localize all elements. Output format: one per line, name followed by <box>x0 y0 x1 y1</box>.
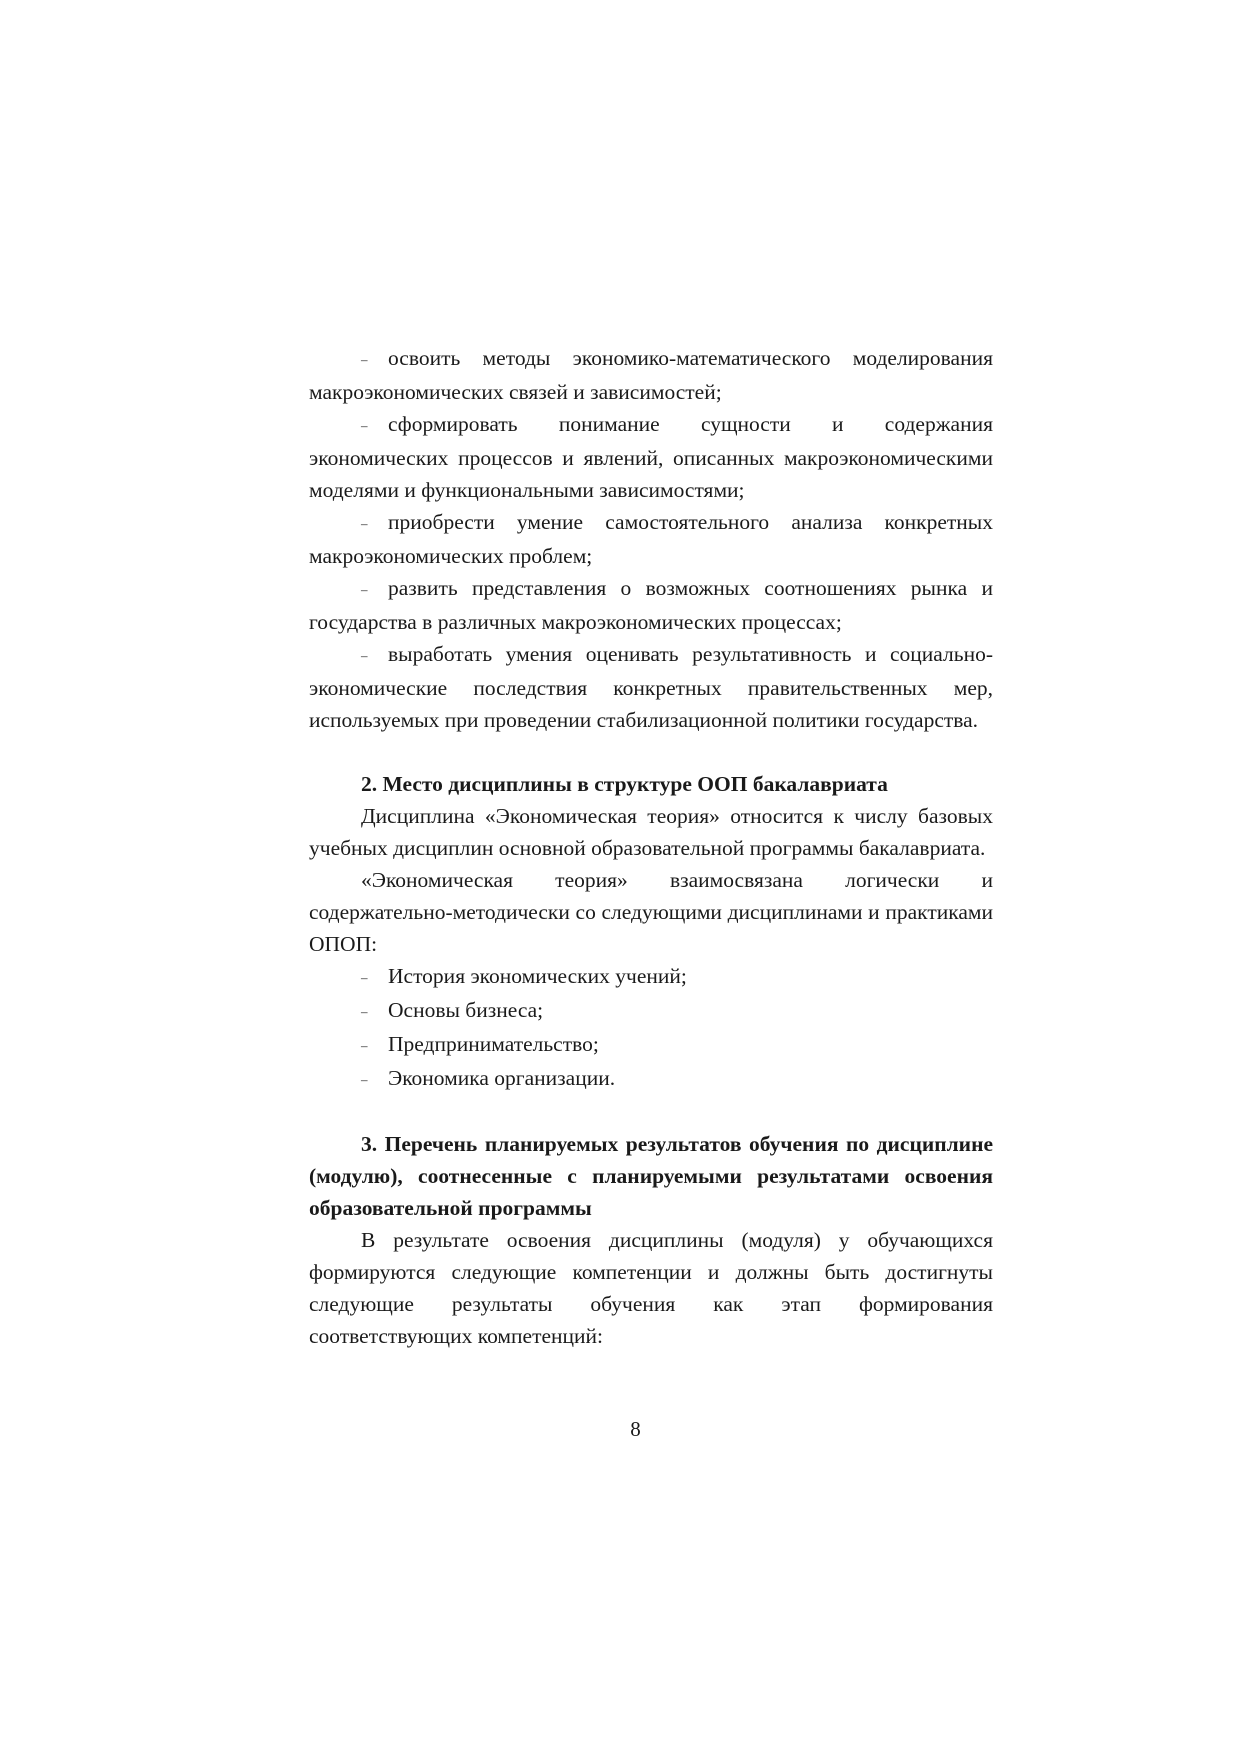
dash-marker: – <box>361 352 368 367</box>
dash-marker: – <box>361 1004 368 1019</box>
discipline-name: Предпринимательство; <box>388 1032 599 1056</box>
goal-item <box>309 408 993 506</box>
section-2-paragraph: Дисциплина «Экономическая теория» относится к числу базовых учебных дисциплин основной образовательной программы бакалавриата. <box>309 804 993 860</box>
page-number: 8 <box>630 1417 641 1441</box>
goal-item <box>309 342 993 408</box>
discipline-list-item <box>309 960 993 994</box>
goal-item-text: освоить методы экономико-математического моделирования макроэкономических связей и зависимостей; <box>309 346 993 404</box>
goal-item-text: развить представления о возможных соотношениях рынка и государства в различных макроэкономических процессах; <box>309 576 993 634</box>
goal-item-text: приобрести умение самостоятельного анализа конкретных макроэкономических проблем; <box>309 510 993 568</box>
section-2-paragraph: «Экономическая теория» взаимосвязана логически и содержательно-методически со следующими дисциплинами и практиками ОПОП: <box>309 868 993 956</box>
goal-item-text: выработать умения оценивать результативность и социально-экономические последствия конкретных правительственных мер, используемых при проведении стабилизационной политики государства. <box>309 642 993 732</box>
discipline-name: История экономических учений; <box>388 964 687 988</box>
section-gap <box>309 1096 993 1128</box>
dash-marker: – <box>361 516 368 531</box>
discipline-name: Экономика организации. <box>388 1066 616 1090</box>
dash-marker: – <box>361 1038 368 1053</box>
section-gap <box>309 736 993 768</box>
goal-item-text: сформировать понимание сущности и содержания экономических процессов и явлений, описанных макроэкономическими моделями и функциональными зависимостями; <box>309 412 993 502</box>
dash-marker: – <box>361 418 368 433</box>
discipline-list-item <box>309 1028 993 1062</box>
dash-marker: – <box>361 648 368 663</box>
goal-item <box>309 572 993 638</box>
discipline-name: Основы бизнеса; <box>388 998 544 1022</box>
document-body <box>309 342 993 1352</box>
dash-marker: – <box>361 970 368 985</box>
goal-item <box>309 638 993 736</box>
section-3-paragraph: В результате освоения дисциплины (модуля) у обучающихся формируются следующие компетенции и должны быть достигнуты следующие результаты обучения как этап формирования соответствующих компетенций: <box>309 1228 993 1348</box>
section-3-heading: 3. Перечень планируемых результатов обучения по дисциплине (модулю), соотнесенные с планируемыми результатами освоения образовательной программы <box>309 1132 993 1220</box>
section-2-heading: 2. Место дисциплины в структуре ООП бакалавриата <box>361 772 888 796</box>
dash-marker: – <box>361 582 368 597</box>
dash-marker: – <box>361 1072 368 1087</box>
discipline-list-item <box>309 1062 993 1096</box>
goal-item <box>309 506 993 572</box>
discipline-list-item <box>309 994 993 1028</box>
